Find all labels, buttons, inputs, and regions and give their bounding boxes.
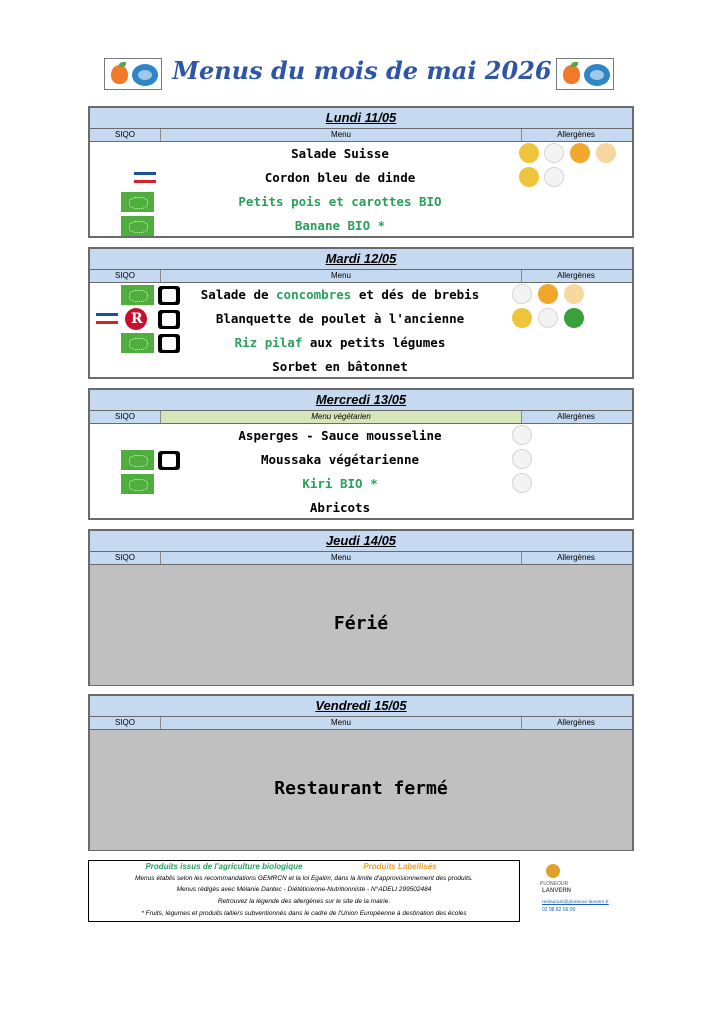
menu-header: Menu [160,717,522,729]
day-title: Vendredi 15/05 [90,696,632,717]
day-title: Mercredi 13/05 [90,390,632,411]
closed-message: Restaurant fermé [90,730,632,850]
siqo-header: SIQO [114,412,135,421]
allergen-icons [518,142,628,166]
allergen-icons [518,283,628,307]
contact-email[interactable]: restaurant@ploneour-lanvern.fr [542,900,609,905]
milk-icon [512,449,532,469]
contact-phone: 02 98 82 66 00 [542,907,576,913]
town-logo-icon [546,864,560,878]
egg-icon [570,143,590,163]
menu-row [90,190,632,214]
day-block-thursday [88,529,634,686]
milk-icon [544,143,564,163]
menu-row [90,331,632,355]
allergen-icons [518,472,628,496]
allergens-header: Allergènes [557,130,595,139]
mustard-icon [564,284,584,304]
milk-icon [512,425,532,445]
splash-icon [584,64,610,86]
town-name: PLONEOUR [540,881,569,887]
menu-header: Menu [160,129,522,141]
menu-header: Menu [160,552,522,564]
egg-icon [538,284,558,304]
celery-icon [564,308,584,328]
dish-name: Abricots [309,500,371,515]
allergen-icons [518,448,628,472]
dish-name: Banane BIO * [294,218,386,233]
menu-row [90,166,632,190]
dish-name: Cordon bleu de dinde [264,170,416,185]
allergens-header: Allergènes [557,553,595,562]
dish-text: aux petits légumes [302,335,446,350]
allergen-icons [518,166,628,190]
footer-line: Menus établis selon les recommandations GEMRCN et la loi Egalim, dans la limite d'approvisionnement des produits. [135,875,473,882]
dish-text-organic: Riz pilaf [234,335,303,350]
day-block-monday [88,106,634,238]
menu-row [90,496,632,520]
allergens-header: Allergènes [557,271,595,280]
dish-name: Salade Suisse [291,146,389,161]
day-block-friday [88,694,634,851]
column-headers [90,411,632,424]
menu-row [90,307,632,331]
footer-line: * Fruits, légumes et produits laitiers subventionnés dans le cadre de l'Union Européenne à destination des écoles [141,910,467,917]
dish-text-organic: concombres [276,287,352,302]
legend-labelled: Produits Labellisés [363,862,437,871]
dish-name: Kiri BIO * [302,476,378,491]
town-name: LANVERN [542,888,572,894]
menu-header: Menu [160,270,522,282]
dish-text: et dés de brebis [351,287,480,302]
allergen-icons [518,424,628,448]
allergens-header: Allergènes [557,718,595,727]
dish-name: Moussaka végétarienne [260,452,420,467]
dish-name [150,331,530,355]
day-title: Lundi 11/05 [90,108,632,129]
menu-row [90,355,632,379]
dish-name: Sorbet en bâtonnet [272,359,408,374]
gluten-icon [512,308,532,328]
siqo-header: SIQO [114,553,135,562]
menu-row [90,214,632,238]
menu-row [90,424,632,448]
milk-icon [512,284,532,304]
legend-organic: Produits issus de l'agriculture biologique [145,862,303,871]
footer-notes [88,860,520,922]
holiday-message: Férié [90,565,632,685]
page-title: Menus du mois de mai 2026 [172,56,552,85]
dish-name [150,283,530,307]
label-rouge-icon [125,308,147,330]
dish-name: Asperges - Sauce mousseline [238,428,442,443]
menu-row [90,472,632,496]
day-title: Mardi 12/05 [90,249,632,270]
gluten-icon [519,143,539,163]
column-headers [90,552,632,565]
apple-icon [111,65,128,84]
gluten-icon [519,167,539,187]
menu-row [90,142,632,166]
column-headers [90,717,632,730]
milk-icon [544,167,564,187]
allergens-header: Allergènes [557,412,595,421]
day-block-wednesday [88,388,634,520]
menu-row [90,283,632,307]
milk-icon [538,308,558,328]
school-logo-right [556,58,614,90]
siqo-header: SIQO [114,271,135,280]
apple-icon [563,65,580,84]
school-logo-left [104,58,162,90]
dish-text: Salade de [200,287,277,302]
day-block-tuesday [88,247,634,379]
menu-row [90,448,632,472]
dish-name: Petits pois et carottes BIO [238,194,442,209]
day-title: Jeudi 14/05 [90,531,632,552]
allergen-icons [518,307,628,331]
siqo-header: SIQO [114,130,135,139]
dish-name: Blanquette de poulet à l'ancienne [215,311,465,326]
vegetarian-menu-header: Menu végétarien [160,411,522,423]
footer-line: Retrouvez la légende des allergènes sur le site de la mairie. [217,898,391,905]
footer-line: Menus rédigés avec Mélanie Dantec - Diététicienne-Nutritionniste - N°ADELI 299502484 [176,886,432,893]
splash-icon [132,64,158,86]
column-headers [90,129,632,142]
milk-icon [512,473,532,493]
siqo-header: SIQO [114,718,135,727]
column-headers [90,270,632,283]
french-origin-flag-icon [96,311,118,328]
mustard-icon [596,143,616,163]
